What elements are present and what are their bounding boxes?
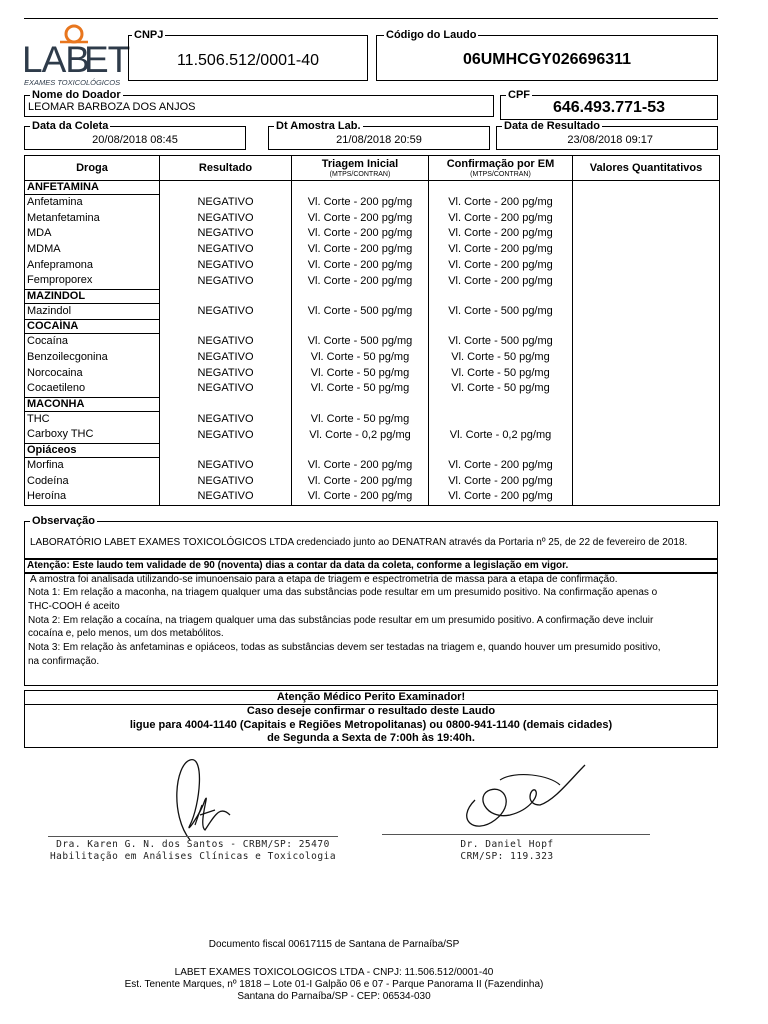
result-value: NEGATIVO (160, 273, 292, 289)
group-cell-empty (292, 289, 429, 303)
codigo-label: Código do Laudo (386, 29, 477, 41)
medico-line-3: de Segunda a Sexta de 7:00h às 19:40h. (267, 732, 475, 745)
table-row (25, 489, 720, 505)
group-cell-empty (573, 397, 720, 411)
confirmacao-value: Vl. Corte - 500 pg/mg (429, 334, 573, 350)
result-value: NEGATIVO (160, 381, 292, 397)
table-row (25, 350, 720, 366)
table-row (25, 427, 720, 443)
nota-4: cocaína e, pelo menos, um dos metabólitos. (28, 628, 224, 639)
col-confirmacao-sub: (MTPS/CONTRAN) (470, 170, 531, 178)
codigo-value: 06UMHCGY026696311 (462, 51, 632, 68)
drug-name: Mazindol (25, 303, 160, 320)
result-value: NEGATIVO (160, 303, 292, 320)
confirmacao-value: Vl. Corte - 200 pg/mg (429, 242, 573, 258)
quantitativo-value (573, 411, 720, 427)
table-row (25, 334, 720, 350)
col-valores: Valores Quantitativos (573, 156, 720, 181)
signature-1-line (48, 836, 338, 837)
confirmacao-value: Vl. Corte - 200 pg/mg (429, 226, 573, 242)
drug-name: THC (25, 411, 160, 427)
triagem-value: Vl. Corte - 50 pg/mg (292, 411, 429, 427)
result-value: NEGATIVO (160, 334, 292, 350)
footer-empresa: LABET EXAMES TOXICOLOGICOS LTDA - CNPJ: 11.506.512/0001-40 (174, 967, 494, 978)
quantitativo-value (573, 226, 720, 242)
table-row (25, 257, 720, 273)
result-value: NEGATIVO (160, 365, 292, 381)
triagem-value: Vl. Corte - 200 pg/mg (292, 242, 429, 258)
amostra-value: 21/08/2018 20:59 (336, 134, 422, 146)
nota-3: Nota 2: Em relação a cocaína, na triagem qualquer uma das substâncias pode resultar em um presumido positivo. A confirmação deve incluir (28, 615, 654, 626)
group-cell-empty (429, 320, 573, 334)
col-triagem (292, 156, 429, 181)
quantitativo-value (573, 381, 720, 397)
quantitativo-value (573, 257, 720, 273)
group-cell-empty (292, 181, 429, 195)
quantitativo-value (573, 365, 720, 381)
doador-label: Nome do Doador (32, 89, 121, 101)
result-value: NEGATIVO (160, 427, 292, 443)
drug-name: Cocaetileno (25, 381, 160, 397)
triagem-value: Vl. Corte - 200 pg/mg (292, 273, 429, 289)
drug-name: Carboxy THC (25, 427, 160, 443)
logo (22, 24, 130, 88)
resultado-label: Data de Resultado (504, 120, 600, 132)
quantitativo-value (573, 350, 720, 366)
drug-name: MDA (25, 226, 160, 242)
group-cell-empty (429, 397, 573, 411)
group-row (25, 289, 720, 303)
quantitativo-value (573, 457, 720, 473)
logo-subtitle: EXAMES TOXICOLÓGICOS (24, 78, 121, 87)
signature-2-line (382, 834, 650, 835)
group-cell-empty (573, 443, 720, 457)
triagem-value: Vl. Corte - 200 pg/mg (292, 195, 429, 211)
results-body (25, 181, 720, 506)
confirmacao-value: Vl. Corte - 200 pg/mg (429, 489, 573, 505)
svg-text:LAB: LAB (22, 39, 89, 80)
drug-name: MDMA (25, 242, 160, 258)
group-name: MAZINDOL (25, 289, 160, 303)
quantitativo-value (573, 273, 720, 289)
doador-value: LEOMAR BARBOZA DOS ANJOS (28, 101, 196, 113)
quantitativo-value (573, 334, 720, 350)
group-name: ANFETAMINA (25, 181, 160, 195)
group-cell-empty (573, 289, 720, 303)
footer-cidade: Santana do Parnaíba/SP - CEP: 06534-030 (237, 991, 431, 1002)
triagem-value: Vl. Corte - 0,2 pg/mg (292, 427, 429, 443)
confirmacao-value: Vl. Corte - 200 pg/mg (429, 211, 573, 227)
col-triagem-sub: (MTPS/CONTRAN) (329, 170, 391, 178)
triagem-value: Vl. Corte - 200 pg/mg (292, 489, 429, 505)
confirmacao-value: Vl. Corte - 200 pg/mg (429, 473, 573, 489)
confirmacao-value (429, 411, 573, 427)
cpf-label: CPF (508, 89, 530, 101)
signature-2-scribble (455, 760, 590, 835)
footer-endereco: Est. Tenente Marques, nº 1818 – Lote 01-I Galpão 06 e 07 - Parque Panorama II (Fazendinha) (124, 979, 544, 990)
nota-0: A amostra foi analisada utilizando-se imunoensaio para a etapa de triagem e espectrometria de massa para a etapa de confirmação. (30, 574, 618, 585)
drug-name: Heroína (25, 489, 160, 505)
medico-line-0: Atenção Médico Perito Examinador! (276, 691, 466, 703)
triagem-value: Vl. Corte - 500 pg/mg (292, 303, 429, 320)
table-row (25, 273, 720, 289)
quantitativo-value (573, 195, 720, 211)
medico-text (24, 691, 718, 746)
logo-mark (22, 24, 130, 88)
table-row (25, 381, 720, 397)
nota-2: THC-COOH é aceito (28, 601, 120, 612)
triagem-value: Vl. Corte - 500 pg/mg (292, 334, 429, 350)
table-row (25, 242, 720, 258)
triagem-value: Vl. Corte - 200 pg/mg (292, 457, 429, 473)
confirmacao-value: Vl. Corte - 50 pg/mg (429, 350, 573, 366)
medico-line-2: ligue para 4004-1140 (Capitais e Regiões Metropolitanas) ou 0800-941-1140 (demais cidades) (129, 718, 613, 731)
table-row (25, 303, 720, 320)
signature-1-title: Habilitação em Análises Clínicas e Toxicologia (49, 851, 337, 862)
cnpj-label: CNPJ (134, 29, 164, 41)
drug-name: Metanfetamina (25, 211, 160, 227)
table-row (25, 473, 720, 489)
drug-name: Codeína (25, 473, 160, 489)
results-header (25, 156, 720, 181)
signature-1-scribble (160, 755, 240, 845)
nota-1: Nota 1: Em relação a maconha, na triagem qualquer uma das substâncias pode resultar em um presumido positivo. Na confirmação apenas o (28, 587, 658, 598)
observacao-text: LABORATÓRIO LABET EXAMES TOXICOLÓGICOS LTDA credenciado junto ao DENATRAN através da Portaria nº 25, de 22 de fevereiro de 2018. (30, 537, 688, 548)
result-value: NEGATIVO (160, 242, 292, 258)
triagem-value: Vl. Corte - 200 pg/mg (292, 211, 429, 227)
col-confirmacao (429, 156, 573, 181)
result-value: NEGATIVO (160, 473, 292, 489)
result-value: NEGATIVO (160, 257, 292, 273)
group-row (25, 320, 720, 334)
triagem-value: Vl. Corte - 50 pg/mg (292, 365, 429, 381)
triagem-value: Vl. Corte - 200 pg/mg (292, 473, 429, 489)
drug-name: Morfina (25, 457, 160, 473)
confirmacao-value: Vl. Corte - 0,2 pg/mg (429, 427, 573, 443)
triagem-value: Vl. Corte - 50 pg/mg (292, 350, 429, 366)
coleta-value: 20/08/2018 08:45 (92, 134, 178, 146)
col-droga: Droga (25, 156, 160, 181)
result-value: NEGATIVO (160, 211, 292, 227)
signature-2-title: CRM/SP: 119.323 (460, 851, 554, 862)
quantitativo-value (573, 303, 720, 320)
group-cell-empty (160, 443, 292, 457)
group-row (25, 397, 720, 411)
triagem-value: Vl. Corte - 200 pg/mg (292, 226, 429, 242)
group-name: Opiáceos (25, 443, 160, 457)
results-table (24, 155, 720, 506)
group-cell-empty (429, 181, 573, 195)
validade-text: Atenção: Este laudo tem validade de 90 (noventa) dias a contar da data da coleta, conforme a legislação em vigor. (27, 560, 569, 571)
footer-documento: Documento fiscal 00617115 de Santana de Parnaíba/SP (208, 939, 460, 950)
drug-name: Cocaína (25, 334, 160, 350)
group-cell-empty (292, 397, 429, 411)
coleta-label: Data da Coleta (32, 120, 109, 132)
observacao-label: Observação (32, 515, 95, 527)
group-cell-empty (573, 181, 720, 195)
group-row (25, 443, 720, 457)
group-cell-empty (292, 443, 429, 457)
drug-name: Norcocaina (25, 365, 160, 381)
table-row (25, 195, 720, 211)
confirmacao-value: Vl. Corte - 200 pg/mg (429, 273, 573, 289)
confirmacao-value: Vl. Corte - 200 pg/mg (429, 457, 573, 473)
quantitativo-value (573, 211, 720, 227)
result-value: NEGATIVO (160, 226, 292, 242)
result-value: NEGATIVO (160, 489, 292, 505)
signature-1-name: Dra. Karen G. N. dos Santos - CRBM/SP: 25470 (56, 839, 330, 850)
quantitativo-value (573, 242, 720, 258)
group-cell-empty (160, 289, 292, 303)
group-cell-empty (573, 320, 720, 334)
col-triagem-title: Triagem Inicial (321, 157, 399, 170)
group-cell-empty (429, 289, 573, 303)
table-row (25, 457, 720, 473)
nota-6: na confirmação. (28, 656, 100, 667)
result-value: NEGATIVO (160, 457, 292, 473)
confirmacao-value: Vl. Corte - 200 pg/mg (429, 257, 573, 273)
drug-name: Femproporex (25, 273, 160, 289)
quantitativo-value (573, 489, 720, 505)
drug-name: Anfetamina (25, 195, 160, 211)
signature-2-name: Dr. Daniel Hopf (460, 839, 554, 850)
triagem-value: Vl. Corte - 200 pg/mg (292, 257, 429, 273)
cnpj-value: 11.506.512/0001-40 (176, 52, 320, 69)
nota-5: Nota 3: Em relação às anfetaminas e opiáceos, todas as substâncias devem ser testadas na triagem e, quando houver um presumido positivo, (28, 642, 661, 653)
result-value: NEGATIVO (160, 195, 292, 211)
drug-name: Benzoilecgonina (25, 350, 160, 366)
resultado-value: 23/08/2018 09:17 (567, 134, 653, 146)
confirmacao-value: Vl. Corte - 500 pg/mg (429, 303, 573, 320)
triagem-value: Vl. Corte - 50 pg/mg (292, 381, 429, 397)
result-value: NEGATIVO (160, 411, 292, 427)
group-name: COCAÍNA (25, 320, 160, 334)
svg-text:ET: ET (84, 39, 130, 80)
quantitativo-value (573, 473, 720, 489)
medico-line-1: Caso deseje confirmar o resultado deste Laudo (246, 704, 496, 717)
amostra-label: Dt Amostra Lab. (276, 120, 361, 132)
confirmacao-value: Vl. Corte - 200 pg/mg (429, 195, 573, 211)
col-resultado: Resultado (160, 156, 292, 181)
table-row (25, 365, 720, 381)
group-cell-empty (160, 320, 292, 334)
confirmacao-value: Vl. Corte - 50 pg/mg (429, 381, 573, 397)
group-cell-empty (160, 181, 292, 195)
table-row (25, 226, 720, 242)
group-cell-empty (292, 320, 429, 334)
cpf-value: 646.493.771-53 (552, 99, 666, 116)
quantitativo-value (573, 427, 720, 443)
top-rule (24, 18, 718, 19)
result-value: NEGATIVO (160, 350, 292, 366)
drug-name: Anfepramona (25, 257, 160, 273)
col-confirmacao-title: Confirmação por EM (446, 157, 555, 170)
table-row (25, 411, 720, 427)
group-cell-empty (160, 397, 292, 411)
group-cell-empty (429, 443, 573, 457)
table-row (25, 211, 720, 227)
group-name: MACONHA (25, 397, 160, 411)
confirmacao-value: Vl. Corte - 50 pg/mg (429, 365, 573, 381)
group-row (25, 181, 720, 195)
